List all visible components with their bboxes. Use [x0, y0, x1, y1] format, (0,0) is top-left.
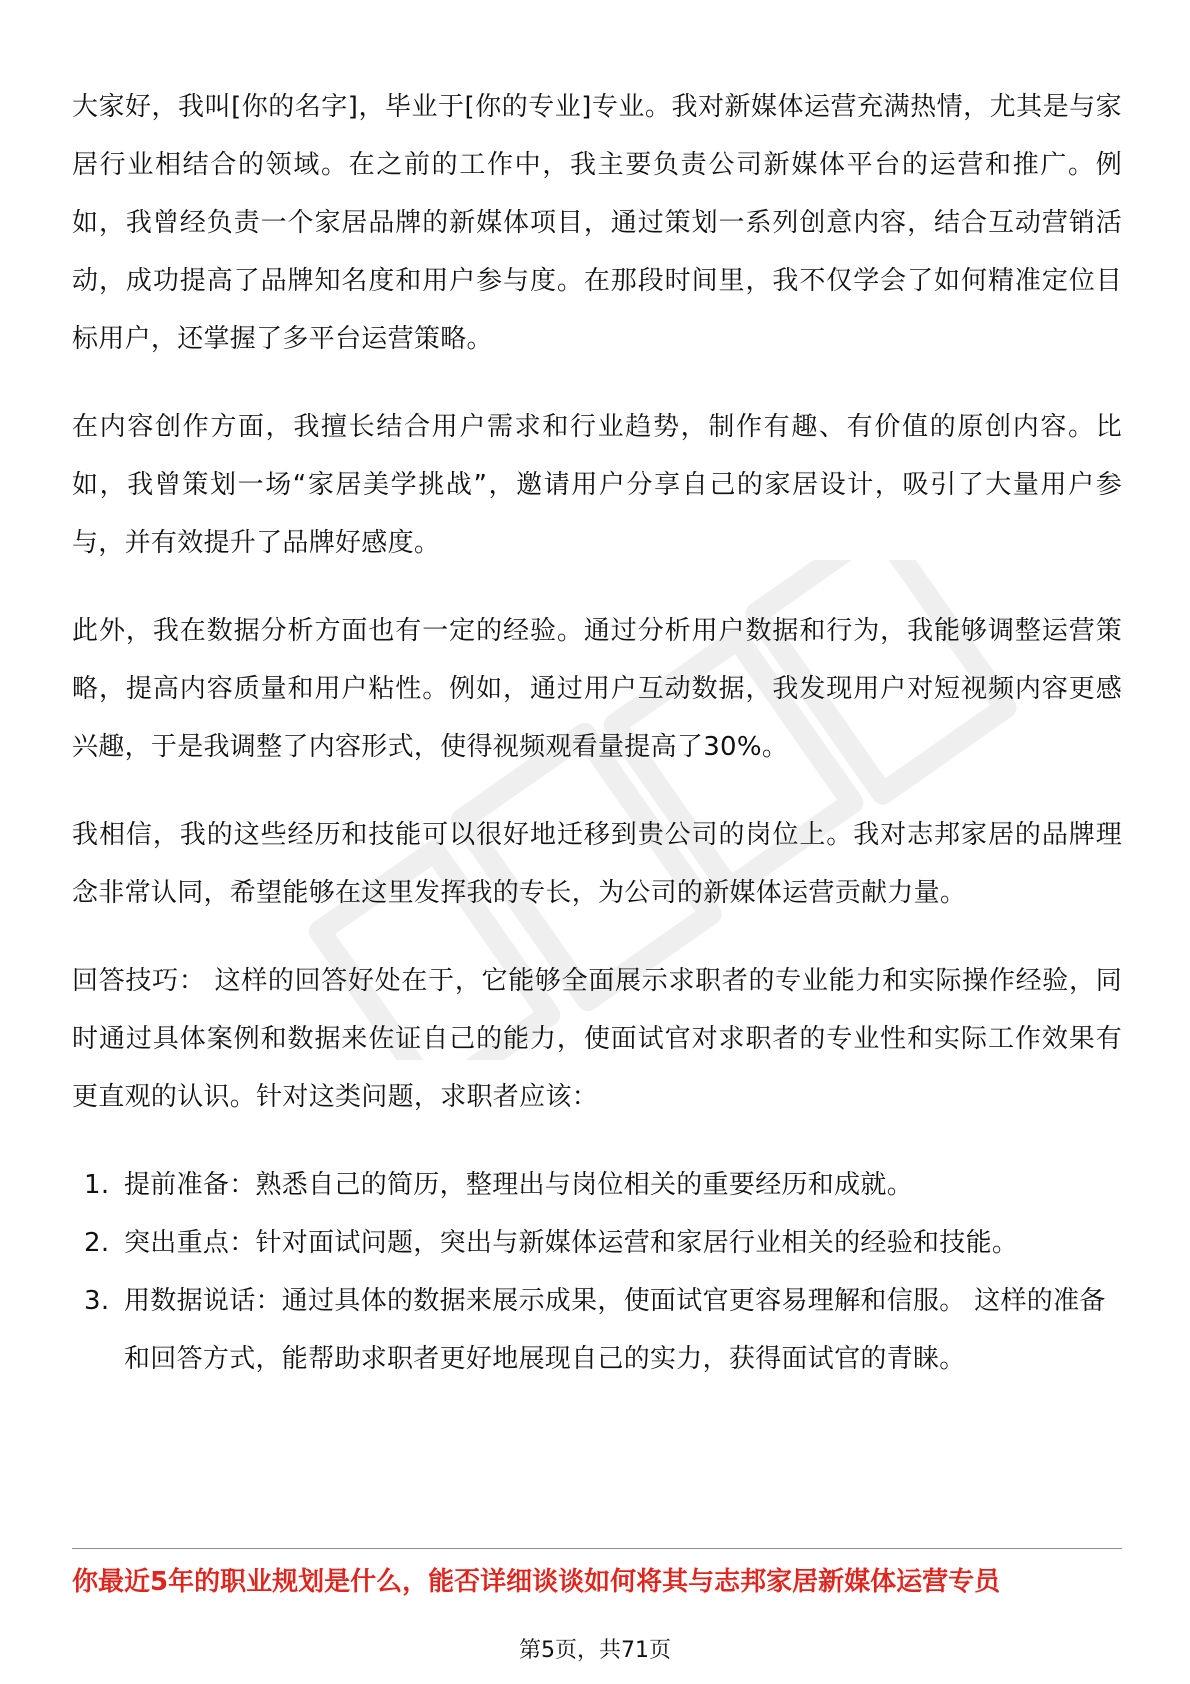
answer-paragraph-conclusion: 我相信，我的这些经历和技能可以很好地迁移到贵公司的岗位上。我对志邦家居的品牌理念非常认同，希望能够在这里发挥我的专长，为公司的新媒体运营贡献力量。 — [72, 820, 1122, 908]
answer-tips-paragraph: 回答技巧： 这样的回答好处在于，它能够全面展示求职者的专业能力和实际操作经验，同时通过具体案例和数据来佐证自己的能力，使面试官对求职者的专业性和实际工作效果有更直观的认识。针对这类问题，求职者应该： — [72, 966, 1122, 1112]
main-content — [72, 78, 1122, 1388]
answer-paragraph-data-analysis: 此外，我在数据分析方面也有一定的经验。通过分析用户数据和行为，我能够调整运营策略，提高内容质量和用户粘性。例如，通过用户互动数据，我发现用户对短视频内容更感兴趣，于是我调整了内容形式，使得视频观看量提高了30%。 — [72, 616, 1122, 762]
list-number: 1. — [84, 1170, 110, 1200]
list-item — [72, 1272, 1122, 1388]
page-number: 第5页，共71页 — [519, 1638, 671, 1663]
list-item — [72, 1214, 1122, 1272]
answer-paragraph-intro: 大家好，我叫[你的名字]，毕业于[你的专业]专业。我对新媒体运营充满热情，尤其是与家居行业相结合的领域。在之前的工作中，我主要负责公司新媒体平台的运营和推广。例如，我曾经负责一个家居品牌的新媒体项目，通过策划一系列创意内容，结合互动营销活动，成功提高了品牌知名度和用户参与度。在那段时间里，我不仅学会了如何精准定位目标用户，还掌握了多平台运营策略。 — [72, 92, 1122, 354]
section-divider — [72, 1548, 1122, 1549]
answer-paragraph-content-creation: 在内容创作方面，我擅长结合用户需求和行业趋势，制作有趣、有价值的原创内容。比如，我曾策划一场“家居美学挑战”，邀请用户分享自己的家居设计，吸引了大量用户参与，并有效提升了品牌好感度。 — [72, 412, 1122, 558]
next-question-heading: 你最近5年的职业规划是什么，能否详细谈谈如何将其与志邦家居新媒体运营专员 — [72, 1567, 1001, 1597]
tips-list — [72, 1156, 1122, 1388]
list-item-text: 提前准备：熟悉自己的简历，整理出与岗位相关的重要经历和成就。 — [124, 1170, 914, 1200]
list-number: 3. — [84, 1286, 110, 1316]
list-number: 2. — [84, 1228, 110, 1258]
list-item-text: 突出重点：针对面试问题，突出与新媒体运营和家居行业相关的经验和技能。 — [124, 1228, 1019, 1258]
list-item — [72, 1156, 1122, 1214]
list-item-text: 用数据说话：通过具体的数据来展示成果，使面试官更容易理解和信服。 这样的准备和回答方式，能帮助求职者更好地展现自己的实力，获得面试官的青睐。 — [124, 1286, 1106, 1374]
